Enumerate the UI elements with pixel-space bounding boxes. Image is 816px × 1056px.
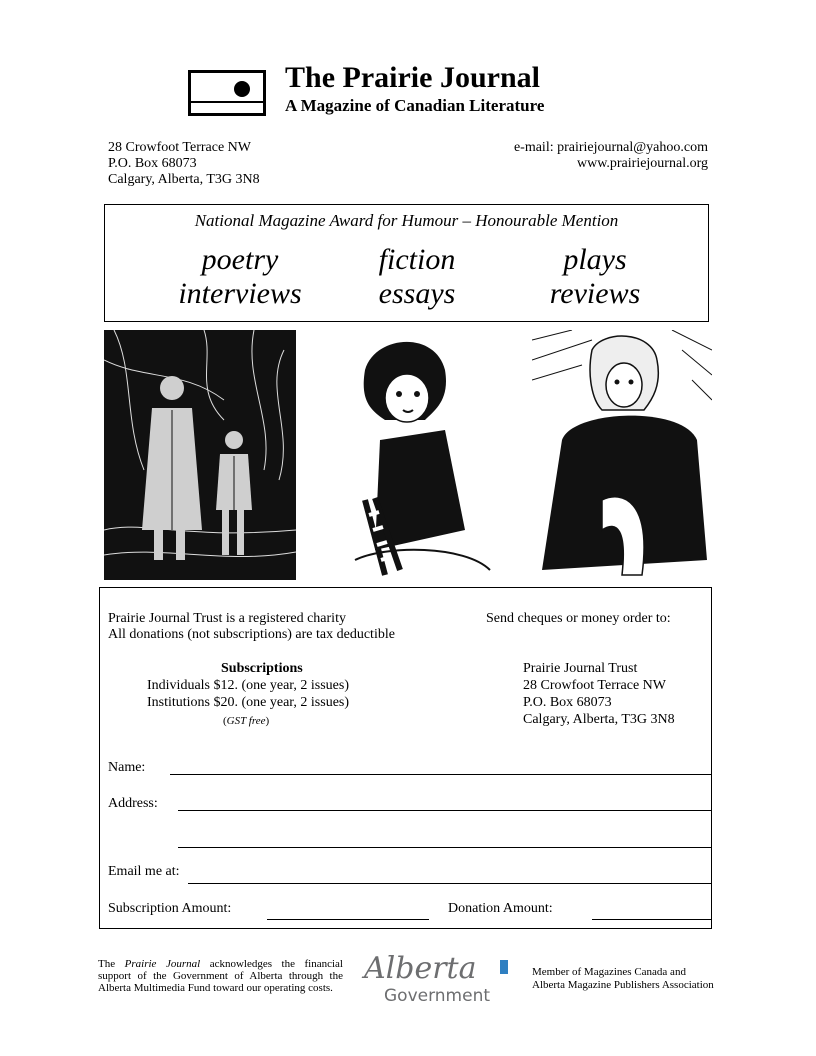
mail-line: Prairie Journal Trust xyxy=(523,661,638,676)
charity-note: Prairie Journal Trust is a registered charity xyxy=(108,611,346,626)
name-field[interactable] xyxy=(170,774,711,775)
journal-logo xyxy=(188,70,266,116)
institution-rate: Institutions $20. (one year, 2 issues) xyxy=(147,695,350,710)
member-line: Alberta Magazine Publishers Association xyxy=(532,979,714,991)
logo-rule xyxy=(191,101,263,103)
postal-address xyxy=(108,140,260,188)
name-label: Name: xyxy=(108,760,146,775)
individual-rate: Individuals $12. (one year, 2 issues) xyxy=(147,678,350,693)
send-to-label: Send cheques or money order to: xyxy=(486,611,671,626)
genre-fiction: fiction xyxy=(378,243,456,276)
membership-note xyxy=(532,966,714,992)
email-field[interactable] xyxy=(188,883,711,884)
ack-journal-title: Prairie Journal xyxy=(124,958,201,970)
donation-note: All donations (not subscriptions) are tax deductible xyxy=(108,627,395,642)
ack-prefix: The xyxy=(98,958,125,970)
genre-poetry: poetry xyxy=(201,243,279,276)
logo-word: Alberta xyxy=(364,951,477,986)
journal-title: The Prairie Journal xyxy=(285,61,540,94)
website-url: www.prairiejournal.org xyxy=(576,156,708,171)
mail-line: 28 Crowfoot Terrace NW xyxy=(523,678,666,693)
email-address: e-mail: prairiejournal@yahoo.com xyxy=(513,140,708,155)
seated-woman-illustration xyxy=(532,330,712,580)
address-field-line-2[interactable] xyxy=(178,847,711,848)
address-line: Calgary, Alberta, T3G 3N8 xyxy=(108,172,260,187)
woman-and-child-illustration xyxy=(104,330,296,580)
award-text: National Magazine Award for Humour – Honourable Mention xyxy=(194,211,619,230)
address-label: Address: xyxy=(108,796,158,811)
email-label: Email me at: xyxy=(108,864,180,879)
gst-note: (GST free) xyxy=(223,715,270,727)
alberta-government-logo xyxy=(360,948,520,1006)
government-acknowledgement xyxy=(98,958,343,994)
address-line: 28 Crowfoot Terrace NW xyxy=(108,140,251,155)
member-line: Member of Magazines Canada and xyxy=(532,966,686,978)
seated-girl-illustration xyxy=(325,330,495,580)
address-field-line-1[interactable] xyxy=(178,810,711,811)
address-line: P.O. Box 68073 xyxy=(108,156,197,171)
contact-info xyxy=(514,140,708,172)
mail-line: P.O. Box 68073 xyxy=(523,695,612,710)
subscriptions-heading: Subscriptions xyxy=(221,661,303,676)
genre-reviews: reviews xyxy=(549,277,641,310)
donation-amount-label: Donation Amount: xyxy=(448,901,553,916)
logo-sub-word: Government xyxy=(384,986,491,1006)
donation-amount-field[interactable] xyxy=(592,919,711,920)
logo-dot-icon xyxy=(234,81,250,97)
mail-line: Calgary, Alberta, T3G 3N8 xyxy=(523,712,675,727)
genre-essays: essays xyxy=(378,277,456,310)
subscription-amount-field[interactable] xyxy=(267,919,429,920)
ack-text: acknowledges the financial support of the Government of Alberta through the Alberta Multimedia Fund toward our operating costs. xyxy=(98,958,343,994)
subscription-amount-label: Subscription Amount: xyxy=(108,901,232,916)
genre-plays: plays xyxy=(563,243,627,276)
journal-subtitle: A Magazine of Canadian Literature xyxy=(285,96,545,115)
gst-note-text: GST free xyxy=(226,715,266,727)
genre-interviews: interviews xyxy=(178,277,302,310)
subscription-form xyxy=(99,587,712,929)
award-box xyxy=(104,204,709,322)
logo-blue-mark-icon xyxy=(500,960,508,974)
